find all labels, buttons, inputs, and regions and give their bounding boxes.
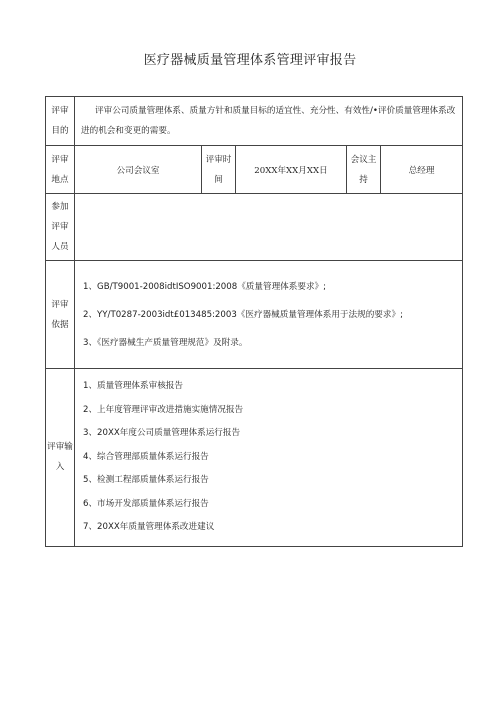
host-label — [347, 146, 381, 194]
host-label-line2: 持 — [359, 174, 368, 185]
participants-label-line2: 评审 — [51, 222, 69, 232]
participants-label-line3: 人员 — [51, 242, 69, 252]
basis-label — [46, 261, 75, 369]
location-label-line2: 地点 — [51, 174, 69, 185]
time-label — [202, 146, 236, 194]
basis-label-line1: 评审 — [51, 299, 69, 310]
basis-label-line2: 依据 — [51, 319, 69, 330]
page-title: 医疗器械质量管理体系管理评审报告 — [143, 53, 357, 68]
inputs-list — [75, 369, 463, 547]
purpose-text: 评审公司质量管理体系、质量方针和质量目标的适宜性、充分性、有效性/•评价质量管理体系改进的机会和变更的需要。 — [75, 97, 463, 146]
participants-row — [46, 194, 463, 261]
inputs-label — [46, 369, 75, 547]
time-label-line2: 间 — [214, 174, 223, 185]
host-label-line1: 会议主 — [350, 154, 377, 165]
purpose-row — [46, 97, 463, 146]
purpose-label-line1: 评审 — [51, 106, 69, 116]
inputs-item: 6、市场开发部质量体系运行报告 — [83, 498, 209, 509]
inputs-item: 5、检测工程部质量体系运行报告 — [83, 475, 209, 485]
basis-item: 3、《医疗器械生产质量管理规范》及附录。 — [83, 337, 248, 348]
basis-item: 1、GB/T9001-2008idtISO9001:2008《质量管理体系要求》; — [83, 281, 327, 292]
participants-label — [46, 194, 75, 261]
time-value: 20XX年XX月XX日 — [236, 146, 347, 194]
purpose-label-line2: 目的 — [51, 126, 69, 136]
inputs-item: 7、20XX年质量管理体系改进建议 — [83, 522, 215, 532]
inputs-row — [46, 369, 463, 547]
inputs-label-line2: 入 — [55, 462, 65, 473]
inputs-item: 4、综合管理部质量体系运行报告 — [83, 451, 209, 462]
review-report-table — [45, 96, 463, 547]
participants-value — [75, 194, 463, 261]
participants-label-line1: 参加 — [51, 202, 69, 212]
inputs-item: 1、质量管理体系审核报告 — [83, 381, 183, 391]
basis-row — [46, 261, 463, 369]
basis-list — [75, 261, 463, 369]
location-row — [46, 146, 463, 194]
location-label — [46, 146, 75, 194]
location-value: 公司会议室 — [75, 146, 202, 194]
inputs-item: 3、20XX年度公司质量管理体系运行报告 — [83, 428, 241, 438]
inputs-label-line1: 评审输 — [47, 442, 73, 453]
basis-item: 2、YY/T0287-2003idt£013485:2003《医疗器械质量管理体系用于法规的要求》; — [83, 309, 403, 320]
location-label-line1: 评审 — [51, 154, 69, 165]
purpose-label — [46, 97, 75, 146]
time-label-line1: 评审时 — [205, 154, 232, 165]
host-value: 总经理 — [381, 146, 463, 194]
inputs-item: 2、上年度管理评审改进措施实施情况报告 — [83, 404, 244, 415]
